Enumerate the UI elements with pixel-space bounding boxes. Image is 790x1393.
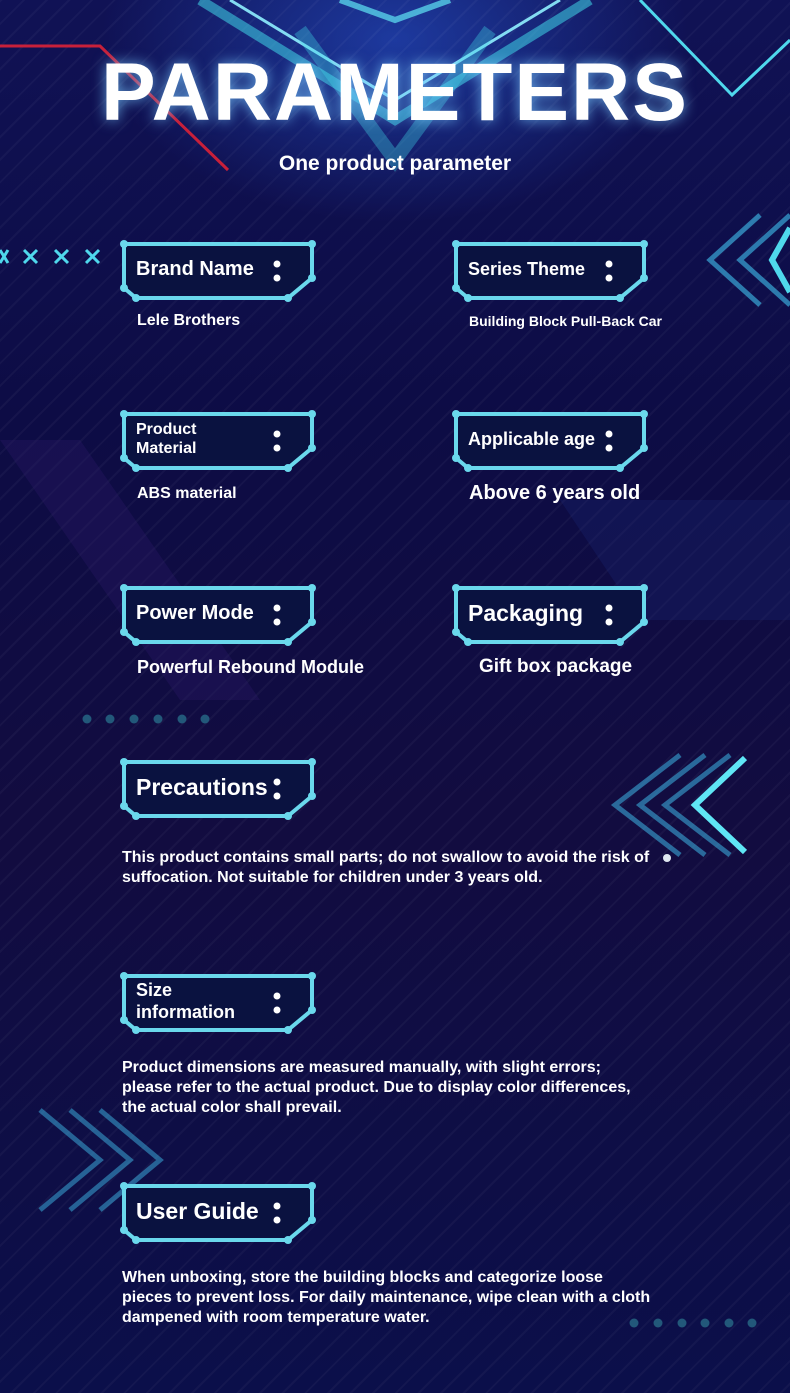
section-label-box-size (120, 972, 320, 1034)
param-value-power: Powerful Rebound Module (137, 657, 364, 677)
param-label-material: Product Material (136, 421, 197, 457)
param-value-brand: Lele Brothers (137, 312, 241, 329)
param-label-age: Applicable age (468, 428, 596, 449)
param-label-box-age (452, 410, 652, 472)
param-label-brand: Brand Name (136, 257, 254, 280)
param-label-box-power (120, 584, 320, 646)
param-value-age: Above 6 years old (469, 482, 641, 504)
param-value-material: ABS material (137, 485, 237, 502)
param-label-box-brand (120, 240, 320, 302)
page-subtitle: One product parameter (278, 152, 512, 175)
param-label-box-packaging (452, 584, 652, 646)
param-value-packaging: Gift box package (479, 656, 633, 677)
param-label-box-series (452, 240, 652, 302)
section-label-size: Size information (136, 980, 235, 1022)
section-label-precautions: Precautions (136, 773, 268, 800)
section-text-user-guide: When unboxing, store the building blocks and categorize loose pieces to prevent loss. For daily maintenance, wipe clean with a cloth dampened with room temperature water. (122, 1269, 651, 1326)
section-text-size: Product dimensions are measured manually, with slight errors; please refer to the actual product. Due to display color differences, the actual color shall prevail. (122, 1059, 631, 1116)
section-text-precautions: This product contains small parts; do not swallow to avoid the risk of suffocation. Not suitable for children under 3 years old. (122, 849, 650, 886)
param-label-series: Series Theme (468, 258, 586, 279)
x-markers-icon (0, 250, 99, 263)
page-title: PARAMETERS (101, 47, 689, 138)
param-label-packaging: Packaging (468, 599, 584, 626)
param-label-box-material (120, 410, 320, 472)
section-label-box-user-guide (120, 1182, 320, 1244)
param-label-power: Power Mode (136, 601, 254, 624)
dot-row-left-icon (83, 715, 210, 724)
param-value-series: Building Block Pull-Back Car (469, 313, 662, 329)
section-label-box-precautions (120, 758, 320, 820)
section-label-user-guide: User Guide (136, 1197, 259, 1224)
